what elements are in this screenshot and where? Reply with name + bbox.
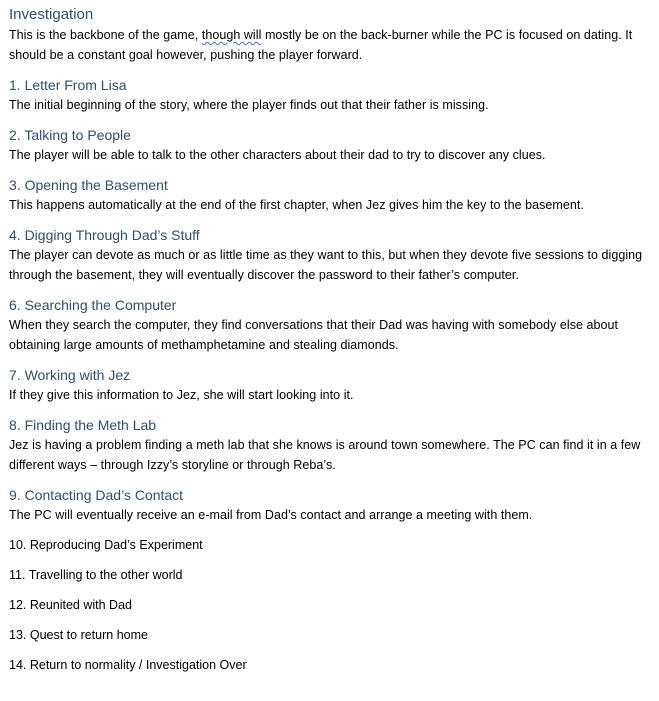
section-digging-through-dads-stuff [9,225,649,285]
section-opening-the-basement [9,175,649,215]
intro-paragraph [9,25,649,65]
intro-section [9,25,649,65]
list-item: 14. Return to normality / Investigation Over [9,658,247,672]
section-text: The player will be able to talk to the other characters about their dad to try to discover any clues. [9,148,546,162]
list-item: 12. Reunited with Dad [9,598,132,612]
section-letter-from-lisa [9,75,649,115]
intro-text-part1: This is the backbone of the game, [9,28,202,42]
section-text: The player can devote as much or as little time as they want to this, but when they devote five sessions to digging through the basement, they will eventually discover the password to their father’s computer. [9,248,643,282]
section-heading: 4. Digging Through Dad’s Stuff [9,227,200,243]
section-heading: 2. Talking to People [9,127,131,143]
list-item: 10. Reproducing Dad’s Experiment [9,538,203,552]
section-heading: 9. Contacting Dad’s Contact [9,487,184,503]
section-text: The PC will eventually receive an e-mail from Dad’s contact and arrange a meeting with them. [9,508,533,522]
section-text: When they search the computer, they find conversations that their Dad was having with somebody else about obtaining large amounts of methamphetamine and stealing diamonds. [9,318,619,352]
section-heading: 3. Opening the Basement [9,177,168,193]
section-heading: 1. Letter From Lisa [9,77,127,93]
section-text: If they give this information to Jez, she will start looking into it. [9,388,354,402]
section-searching-the-computer [9,295,649,355]
document-page [9,5,649,685]
section-text: The initial beginning of the story, where the player finds out that their father is missing. [9,98,489,112]
section-finding-the-meth-lab [9,415,649,475]
section-text: Jez is having a problem finding a meth lab that she knows is around town somewhere. The PC can find it in a few different ways – through Izzy’s storyline or through Reba’s. [9,438,641,472]
section-heading: 7. Working with Jez [9,367,131,383]
spellcheck-underlined-text[interactable]: though will [201,28,262,42]
section-talking-to-people [9,125,649,165]
section-heading: 6. Searching the Computer [9,297,177,313]
section-heading: 8. Finding the Meth Lab [9,417,157,433]
section-working-with-jez [9,365,649,405]
list-item: 13. Quest to return home [9,628,148,642]
list-item: 11. Travelling to the other world [9,568,183,582]
section-text: This happens automatically at the end of the first chapter, when Jez gives him the key to the basement. [9,198,584,212]
document-title: Investigation [9,6,94,23]
section-contacting-dads-contact [9,485,649,525]
intro-text-part2: mostly be on the back-burner while the PC is focused on dating. It should be a constant goal however, pushing the player forward. [9,28,633,62]
